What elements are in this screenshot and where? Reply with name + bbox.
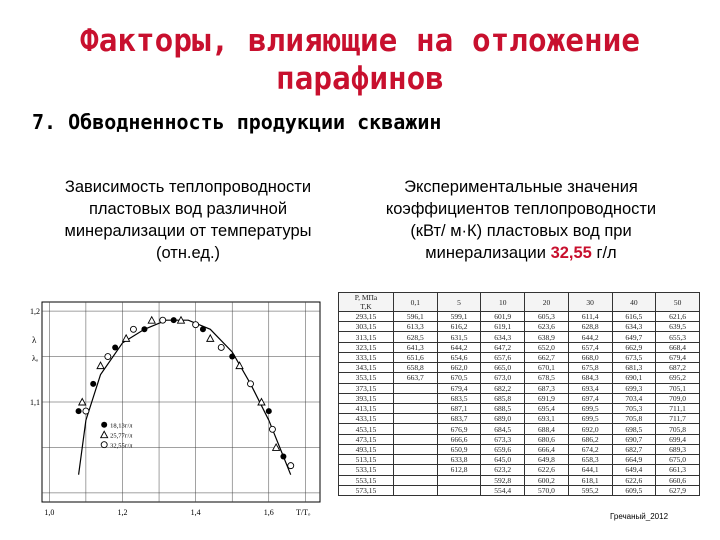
right-caption bbox=[346, 176, 696, 264]
conductivity-cell: 668,4 bbox=[656, 342, 700, 352]
data-point bbox=[171, 317, 177, 323]
conductivity-cell: 627,9 bbox=[656, 485, 700, 495]
conductivity-cell bbox=[393, 393, 437, 403]
conductivity-cell bbox=[393, 465, 437, 475]
conductivity-cell: 609,5 bbox=[612, 485, 656, 495]
conductivity-cell: 661,3 bbox=[656, 465, 700, 475]
slide-title-line2: парафинов bbox=[276, 61, 444, 97]
left-caption bbox=[28, 176, 348, 264]
x-axis-label: T/Tₒ bbox=[296, 508, 311, 517]
conductivity-cell: 644,2 bbox=[568, 332, 612, 342]
conductivity-cell: 680,6 bbox=[525, 434, 569, 444]
conductivity-cell: 684,5 bbox=[481, 424, 525, 434]
conductivity-cell: 662,7 bbox=[525, 352, 569, 362]
temperature-cell: 293,15 bbox=[339, 312, 394, 322]
conductivity-cell: 673,5 bbox=[612, 352, 656, 362]
data-point bbox=[160, 317, 166, 323]
mineralization-unit: г/л bbox=[591, 244, 617, 262]
left-caption-line: Зависимость теплопроводности bbox=[64, 178, 312, 196]
conductivity-cell: 699,5 bbox=[568, 414, 612, 424]
conductivity-cell: 554,4 bbox=[481, 485, 525, 495]
table-row bbox=[339, 424, 700, 434]
table-corner-cell bbox=[339, 293, 394, 312]
conductivity-cell: 664,9 bbox=[612, 455, 656, 465]
conductivity-cell: 686,2 bbox=[568, 434, 612, 444]
conductivity-cell bbox=[437, 485, 481, 495]
conductivity-cell: 689,3 bbox=[656, 444, 700, 454]
conductivity-cell: 662,0 bbox=[437, 363, 481, 373]
table-row bbox=[339, 434, 700, 444]
temperature-cell: 393,15 bbox=[339, 393, 394, 403]
temperature-cell: 413,15 bbox=[339, 403, 394, 413]
conductivity-cell: 628,8 bbox=[568, 322, 612, 332]
temperature-cell: 323,15 bbox=[339, 342, 394, 352]
conductivity-cell: 659,6 bbox=[481, 444, 525, 454]
conductivity-cell: 697,4 bbox=[568, 393, 612, 403]
y-tick-label: 1,2 bbox=[30, 307, 40, 317]
x-tick-label: 1,6 bbox=[263, 508, 274, 517]
conductivity-cell: 690,1 bbox=[612, 373, 656, 383]
conductivity-cell: 703,4 bbox=[612, 393, 656, 403]
pressure-column-header: 50 bbox=[656, 293, 700, 312]
y-tick-label: 1,1 bbox=[30, 398, 40, 407]
table-row bbox=[339, 455, 700, 465]
table-row bbox=[339, 312, 700, 322]
slide-subtitle: 7. Обводненность продукции скважин bbox=[32, 110, 442, 134]
conductivity-cell: 666,4 bbox=[525, 444, 569, 454]
data-point bbox=[105, 354, 111, 360]
conductivity-cell bbox=[393, 485, 437, 495]
conductivity-cell: 651,6 bbox=[393, 352, 437, 362]
legend-marker bbox=[101, 442, 107, 448]
conductivity-cell bbox=[393, 444, 437, 454]
pressure-column-header: 0,1 bbox=[393, 293, 437, 312]
conductivity-cell: 682,7 bbox=[612, 444, 656, 454]
pressure-column-header: 20 bbox=[525, 293, 569, 312]
conductivity-cell: 705,8 bbox=[656, 424, 700, 434]
table-row bbox=[339, 393, 700, 403]
pressure-header: P, МПа bbox=[354, 293, 378, 302]
x-tick-label: 1,0 bbox=[44, 508, 55, 517]
conductivity-cell: 647,2 bbox=[481, 342, 525, 352]
data-point bbox=[123, 335, 130, 342]
conductivity-cell: 649,8 bbox=[525, 455, 569, 465]
conductivity-cell: 670,5 bbox=[437, 373, 481, 383]
conductivity-cell: 621,6 bbox=[656, 312, 700, 322]
conductivity-cell: 616,5 bbox=[612, 312, 656, 322]
conductivity-cell: 613,3 bbox=[393, 322, 437, 332]
conductivity-cell bbox=[393, 424, 437, 434]
table-row bbox=[339, 444, 700, 454]
conductivity-chart bbox=[28, 296, 328, 526]
conductivity-cell bbox=[393, 434, 437, 444]
conductivity-cell: 693,1 bbox=[525, 414, 569, 424]
conductivity-cell: 683,5 bbox=[437, 393, 481, 403]
table-header-row bbox=[339, 293, 700, 312]
data-point bbox=[97, 362, 104, 369]
conductivity-cell: 623,2 bbox=[481, 465, 525, 475]
conductivity-cell: 622,6 bbox=[612, 475, 656, 485]
slide-title bbox=[0, 22, 720, 98]
data-point bbox=[229, 354, 235, 360]
data-point bbox=[280, 454, 286, 460]
temperature-cell: 343,15 bbox=[339, 363, 394, 373]
conductivity-cell: 662,9 bbox=[612, 342, 656, 352]
conductivity-cell: 711,1 bbox=[656, 403, 700, 413]
data-point bbox=[266, 408, 272, 414]
conductivity-cell: 673,0 bbox=[481, 373, 525, 383]
data-point bbox=[148, 317, 155, 324]
table-row bbox=[339, 403, 700, 413]
conductivity-cell: 688,4 bbox=[525, 424, 569, 434]
left-caption-line: (отн.ед.) bbox=[155, 244, 221, 262]
conductivity-cell: 705,3 bbox=[612, 403, 656, 413]
right-caption-prefix: минерализации bbox=[425, 244, 551, 262]
conductivity-cell: 658,8 bbox=[393, 363, 437, 373]
conductivity-cell: 655,3 bbox=[656, 332, 700, 342]
conductivity-cell: 612,8 bbox=[437, 465, 481, 475]
table-row bbox=[339, 332, 700, 342]
temperature-cell: 313,15 bbox=[339, 332, 394, 342]
data-point bbox=[112, 344, 118, 350]
conductivity-cell: 685,8 bbox=[481, 393, 525, 403]
conductivity-cell: 638,9 bbox=[525, 332, 569, 342]
conductivity-cell: 687,3 bbox=[525, 383, 569, 393]
right-caption-line: (кВт/ м·К) пластовых вод при bbox=[410, 222, 632, 240]
conductivity-cell: 601,9 bbox=[481, 312, 525, 322]
conductivity-cell: 634,3 bbox=[612, 322, 656, 332]
conductivity-cell: 639,5 bbox=[656, 322, 700, 332]
conductivity-cell: 690,7 bbox=[612, 434, 656, 444]
temperature-cell: 473,15 bbox=[339, 434, 394, 444]
conductivity-cell: 634,3 bbox=[481, 332, 525, 342]
conductivity-cell bbox=[393, 475, 437, 485]
temperature-cell: 573,15 bbox=[339, 485, 394, 495]
conductivity-cell: 652,0 bbox=[525, 342, 569, 352]
temperature-cell: 353,15 bbox=[339, 373, 394, 383]
conductivity-cell: 683,7 bbox=[437, 414, 481, 424]
data-point bbox=[83, 408, 89, 414]
conductivity-cell: 663,7 bbox=[393, 373, 437, 383]
conductivity-cell: 693,4 bbox=[568, 383, 612, 393]
conductivity-cell: 605,3 bbox=[525, 312, 569, 322]
conductivity-cell: 596,1 bbox=[393, 312, 437, 322]
conductivity-cell: 650,9 bbox=[437, 444, 481, 454]
left-caption-line: минерализации от температуры bbox=[64, 222, 312, 240]
right-caption-line: Экспериментальные значения bbox=[404, 178, 638, 196]
data-point bbox=[90, 381, 96, 387]
conductivity-cell: 709,0 bbox=[656, 393, 700, 403]
conductivity-cell bbox=[437, 475, 481, 485]
conductivity-cell: 679,4 bbox=[656, 352, 700, 362]
conductivity-cell: 688,5 bbox=[481, 403, 525, 413]
conductivity-cell: 675,0 bbox=[656, 455, 700, 465]
conductivity-cell: 679,4 bbox=[437, 383, 481, 393]
conductivity-cell: 689,0 bbox=[481, 414, 525, 424]
conductivity-cell: 611,4 bbox=[568, 312, 612, 322]
conductivity-cell: 695,2 bbox=[656, 373, 700, 383]
conductivity-cell: 570,0 bbox=[525, 485, 569, 495]
temperature-cell: 513,15 bbox=[339, 455, 394, 465]
conductivity-cell: 681,3 bbox=[612, 363, 656, 373]
conductivity-cell: 666,6 bbox=[437, 434, 481, 444]
right-caption-line: коэффициентов теплопроводности bbox=[385, 200, 657, 218]
x-tick-label: 1,4 bbox=[190, 508, 201, 517]
table-body bbox=[339, 312, 700, 496]
conductivity-cell: 654,6 bbox=[437, 352, 481, 362]
conductivity-cell: 668,0 bbox=[568, 352, 612, 362]
temperature-cell: 493,15 bbox=[339, 444, 394, 454]
conductivity-cell: 698,5 bbox=[612, 424, 656, 434]
temperature-cell: 333,15 bbox=[339, 352, 394, 362]
conductivity-cell: 623,6 bbox=[525, 322, 569, 332]
conductivity-cell: 628,5 bbox=[393, 332, 437, 342]
conductivity-cell: 673,3 bbox=[481, 434, 525, 444]
right-caption-line bbox=[346, 242, 696, 264]
conductivity-cell: 699,4 bbox=[656, 434, 700, 444]
mineralization-value: 32,55 bbox=[550, 244, 592, 262]
data-point bbox=[200, 326, 206, 332]
conductivity-cell: 599,1 bbox=[437, 312, 481, 322]
conductivity-cell bbox=[393, 403, 437, 413]
conductivity-cell: 682,2 bbox=[481, 383, 525, 393]
conductivity-cell: 674,2 bbox=[568, 444, 612, 454]
conductivity-cell: 660,6 bbox=[656, 475, 700, 485]
pressure-column-header: 10 bbox=[481, 293, 525, 312]
pressure-column-header: 30 bbox=[568, 293, 612, 312]
y-axis-label-top: λ bbox=[32, 334, 37, 345]
slide-title-line1: Факторы, влияющие на отложение bbox=[80, 23, 640, 59]
conductivity-cell: 670,1 bbox=[525, 363, 569, 373]
table-row bbox=[339, 373, 700, 383]
temperature-cell: 453,15 bbox=[339, 424, 394, 434]
table-row bbox=[339, 485, 700, 495]
data-point bbox=[236, 362, 243, 369]
pressure-column-header: 40 bbox=[612, 293, 656, 312]
data-point bbox=[218, 344, 224, 350]
data-point bbox=[130, 326, 136, 332]
data-point bbox=[269, 426, 275, 432]
table-row bbox=[339, 342, 700, 352]
data-point bbox=[248, 381, 254, 387]
y-axis-label-bottom: λₒ bbox=[32, 354, 39, 364]
legend-marker bbox=[101, 431, 108, 438]
legend-label: 32,55г/л bbox=[110, 442, 133, 450]
conductivity-cell: 657,6 bbox=[481, 352, 525, 362]
left-caption-line: пластовых вод различной bbox=[88, 200, 288, 218]
conductivity-cell: 705,8 bbox=[612, 414, 656, 424]
conductivity-cell: 705,1 bbox=[656, 383, 700, 393]
conductivity-cell bbox=[393, 383, 437, 393]
table-row bbox=[339, 352, 700, 362]
conductivity-cell: 616,2 bbox=[437, 322, 481, 332]
conductivity-cell: 641,3 bbox=[393, 342, 437, 352]
conductivity-cell: 699,3 bbox=[612, 383, 656, 393]
temperature-cell: 433,15 bbox=[339, 414, 394, 424]
temperature-cell: 373,15 bbox=[339, 383, 394, 393]
legend-marker bbox=[101, 422, 107, 428]
conductivity-cell: 687,2 bbox=[656, 363, 700, 373]
conductivity-cell: 684,3 bbox=[568, 373, 612, 383]
conductivity-cell: 691,9 bbox=[525, 393, 569, 403]
data-point bbox=[288, 463, 294, 469]
conductivity-cell: 645,0 bbox=[481, 455, 525, 465]
conductivity-cell: 592,8 bbox=[481, 475, 525, 485]
legend-label: 25,77г/л bbox=[110, 432, 133, 440]
table-row bbox=[339, 322, 700, 332]
x-tick-label: 1,2 bbox=[117, 508, 128, 517]
conductivity-cell: 678,5 bbox=[525, 373, 569, 383]
temperature-cell: 303,15 bbox=[339, 322, 394, 332]
table-row bbox=[339, 414, 700, 424]
temperature-cell: 553,15 bbox=[339, 475, 394, 485]
conductivity-cell bbox=[393, 414, 437, 424]
conductivity-cell: 649,7 bbox=[612, 332, 656, 342]
conductivity-cell: 711,7 bbox=[656, 414, 700, 424]
conductivity-cell: 695,4 bbox=[525, 403, 569, 413]
conductivity-cell: 699,5 bbox=[568, 403, 612, 413]
fit-curve bbox=[79, 320, 291, 475]
footnote: Гречаный_2012 bbox=[610, 512, 669, 521]
data-point bbox=[193, 322, 199, 328]
conductivity-cell: 633,8 bbox=[437, 455, 481, 465]
table-row bbox=[339, 465, 700, 475]
legend-label: 18,13г/л bbox=[110, 422, 133, 430]
pressure-column-header: 5 bbox=[437, 293, 481, 312]
conductivity-cell: 619,1 bbox=[481, 322, 525, 332]
table-row bbox=[339, 475, 700, 485]
conductivity-cell: 687,1 bbox=[437, 403, 481, 413]
temperature-cell: 533,15 bbox=[339, 465, 394, 475]
conductivity-cell: 600,2 bbox=[525, 475, 569, 485]
table-row bbox=[339, 383, 700, 393]
conductivity-table bbox=[338, 292, 700, 496]
conductivity-cell: 658,3 bbox=[568, 455, 612, 465]
conductivity-cell: 692,0 bbox=[568, 424, 612, 434]
conductivity-cell: 618,1 bbox=[568, 475, 612, 485]
conductivity-cell: 676,9 bbox=[437, 424, 481, 434]
conductivity-cell: 644,2 bbox=[437, 342, 481, 352]
conductivity-cell: 622,6 bbox=[525, 465, 569, 475]
conductivity-cell: 595,2 bbox=[568, 485, 612, 495]
data-point bbox=[207, 335, 214, 342]
conductivity-cell: 657,4 bbox=[568, 342, 612, 352]
conductivity-cell: 675,8 bbox=[568, 363, 612, 373]
conductivity-cell: 631,5 bbox=[437, 332, 481, 342]
table-row bbox=[339, 363, 700, 373]
conductivity-cell bbox=[393, 455, 437, 465]
conductivity-cell: 665,0 bbox=[481, 363, 525, 373]
data-point bbox=[141, 326, 147, 332]
data-point bbox=[76, 408, 82, 414]
conductivity-cell: 644,1 bbox=[568, 465, 612, 475]
conductivity-cell: 649,4 bbox=[612, 465, 656, 475]
temperature-header: T,K bbox=[360, 302, 372, 311]
